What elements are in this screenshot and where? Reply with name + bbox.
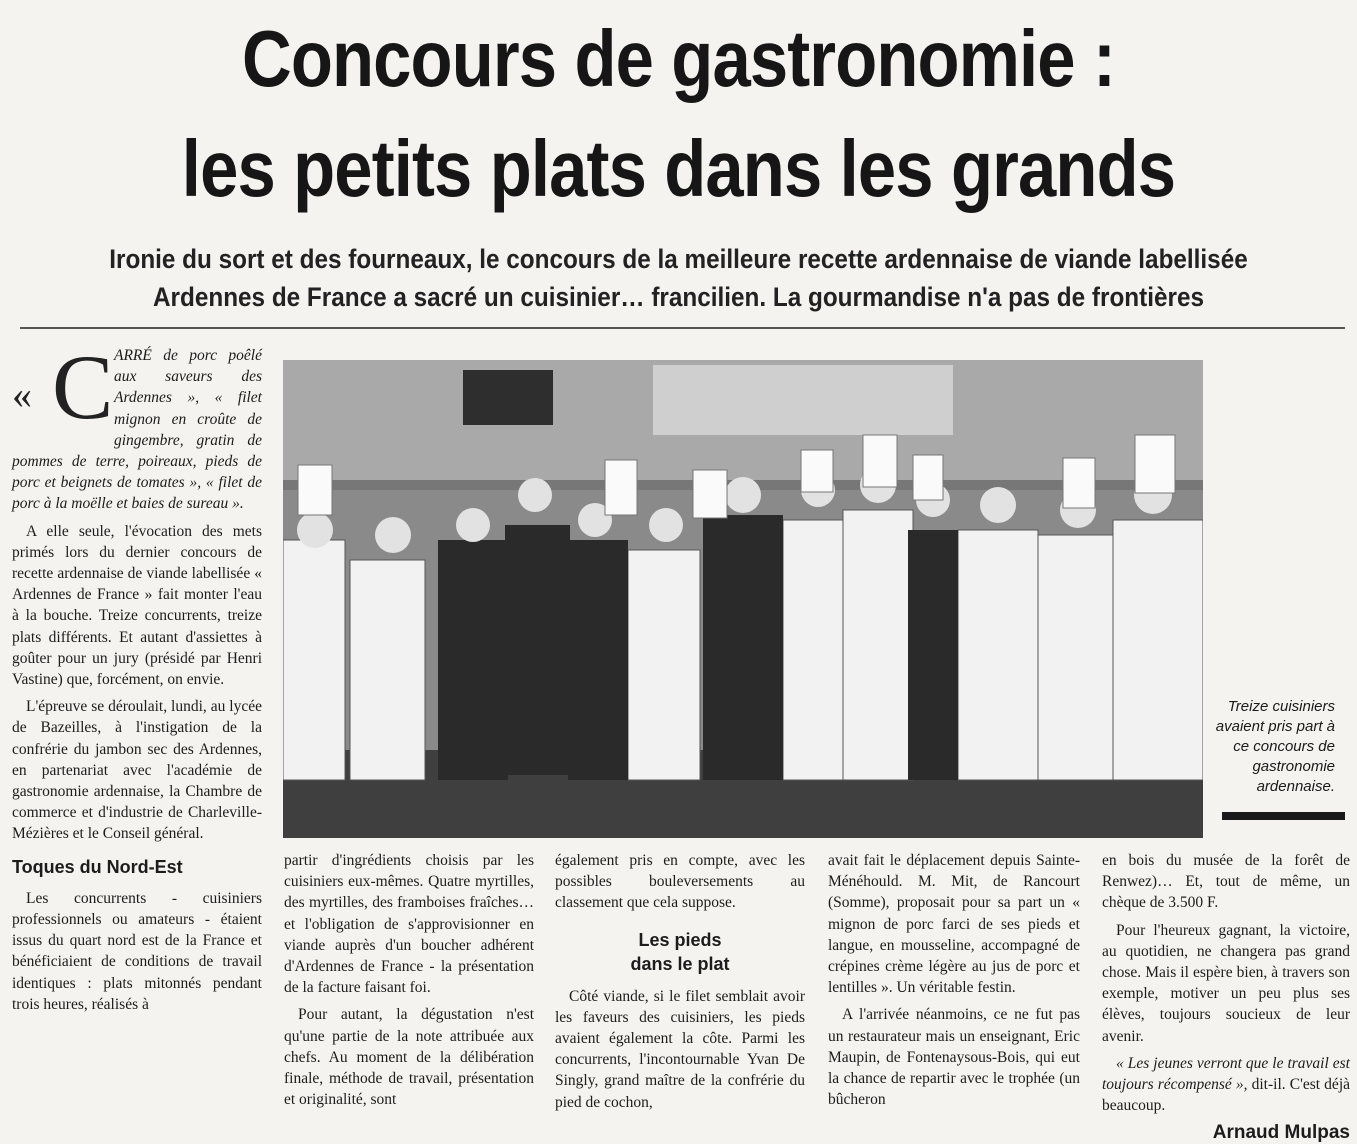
paragraph: A l'arrivée néanmoins, ce ne fut pas un restaurateur mais un enseignant, Eric Maupin, de Fontenaysous-Bois, qui eut la chance de repartir avec le trophée (un bûcheron — [828, 1006, 1080, 1109]
paragraph: Côté viande, si le filet semblait avoir les faveurs des cuisiniers, les pieds avaient également la côte. Parmi les concurrents, l'incontournable Yvan De Singly, grand maître de la confrérie du pied de cochon, — [555, 987, 805, 1111]
paragraph: également pris en compte, avec les possibles bouleversements au classement que cela suppose. — [555, 852, 805, 912]
article-column-5 — [1102, 850, 1350, 1144]
paragraph: partir d'ingrédients choisis par les cuisiniers eux-mêmes. Quatre myrtilles, des myrtilles, des framboises fraîches… et l'obligation de s'approvisionner en viande auprès d'un boucher adhérent d'Ardennes de France - la présentation de la facture faisant foi. — [284, 852, 534, 997]
closing-tail: dit-il. C'est déjà beaucoup. — [1102, 1076, 1350, 1115]
subhead-pieds-line-1: Les pieds — [638, 929, 722, 950]
paragraph: Les concurrents - cuisiniers professionnels ou amateurs - étaient issus du quart nord est de la France et bénéficiaient de conditions de travail identiques : plats mitonnés pendant trois heures, réalisés à — [12, 889, 262, 1013]
paragraph: en bois du musée de la forêt de Renwez)… Et, tout de même, un chèque de 3.500 F. — [1102, 852, 1350, 912]
deck-rule — [20, 327, 1345, 329]
paragraph: A elle seule, l'évocation des mets primés lors du dernier concours de recette ardennaise de viande labellisée « Ardennes de France » fait monter l'eau à la bouche. Treize concurrents, treize plats différents. Et autant d'assiettes à goûter pour un jury (présidé par Henri Vastine) que, forcément, on envie. — [12, 522, 262, 689]
subhead-toques: Toques du Nord-Est — [12, 856, 183, 877]
paragraph: avait fait le déplacement depuis Sainte-Ménéhould. M. Mit, de Rancourt (Somme), proposait pour sa part un « mignon de porc farci de ses pieds et langue, en mousseline, accompagné de crépines crème légère au jus de porc et lentilles ». Un véritable festin. — [828, 852, 1080, 997]
article-column-2 — [284, 850, 534, 1116]
subhead-pieds-line-2: dans le plat — [630, 953, 730, 974]
headline-line-1: Concours de gastronomie : — [241, 14, 1116, 103]
article-column-3 — [555, 850, 805, 1119]
closing-paragraph — [1102, 1053, 1350, 1117]
subhead-pieds — [555, 928, 805, 976]
headline-line-2: les petits plats dans les grands — [181, 124, 1176, 213]
caption-rule — [1222, 812, 1345, 820]
group-photo-illustration — [283, 360, 1203, 838]
deck-line-2: Ardennes de France a sacré un cuisinier… francilien. La gourmandise n'a pas de frontières — [152, 282, 1205, 312]
photo-caption: Treize cuisiniers avaient pris part à ce concours de gastronomie ardennaise. — [1215, 698, 1335, 795]
dropcap-quote: « — [12, 372, 32, 417]
deck-line-1: Ironie du sort et des fourneaux, le concours de la meilleure recette ardennaise de viande labellisée — [109, 244, 1248, 274]
closing-quote: « Les jeunes verront que le travail est toujours récompensé », — [1102, 1054, 1350, 1094]
dropcap — [12, 336, 114, 438]
article-column-1 — [12, 336, 262, 1021]
article-column-4 — [828, 850, 1080, 1116]
lead-paragraph: ARRÉ de porc poêlé aux saveurs des Ardennes », « filet mignon en croûte de gingembre, gratin de pommes de terre, poireaux, pieds de porc et beignets de tomates », « filet de porc à la moëlle et baies de sureau ». — [12, 347, 262, 513]
paragraph: L'épreuve se déroulait, lundi, au lycée de Bazeilles, à l'instigation de la confrérie du jambon sec des Ardennes, en partenariat avec l'académie de gastronomie ardennaise, la Chambre de commerce et d'industrie de Charleville-Mézières et le Conseil général. — [12, 698, 262, 843]
group-photo — [283, 360, 1203, 838]
paragraph: Pour l'heureux gagnant, la victoire, au quotidien, ne changera pas grand chose. Mais il espère bien, à travers son exemple, motiver un peu plus ses élèves, toujours soucieux de leur avenir. — [1102, 921, 1350, 1045]
dropcap-letter: C — [52, 336, 114, 438]
byline: Arnaud Mulpas — [1212, 1122, 1350, 1144]
paragraph: Pour autant, la dégustation n'est qu'une partie de la note attribuée aux chefs. Au moment de la délibération finale, méthode de travail, présentation et originalité, sont — [284, 1006, 534, 1109]
